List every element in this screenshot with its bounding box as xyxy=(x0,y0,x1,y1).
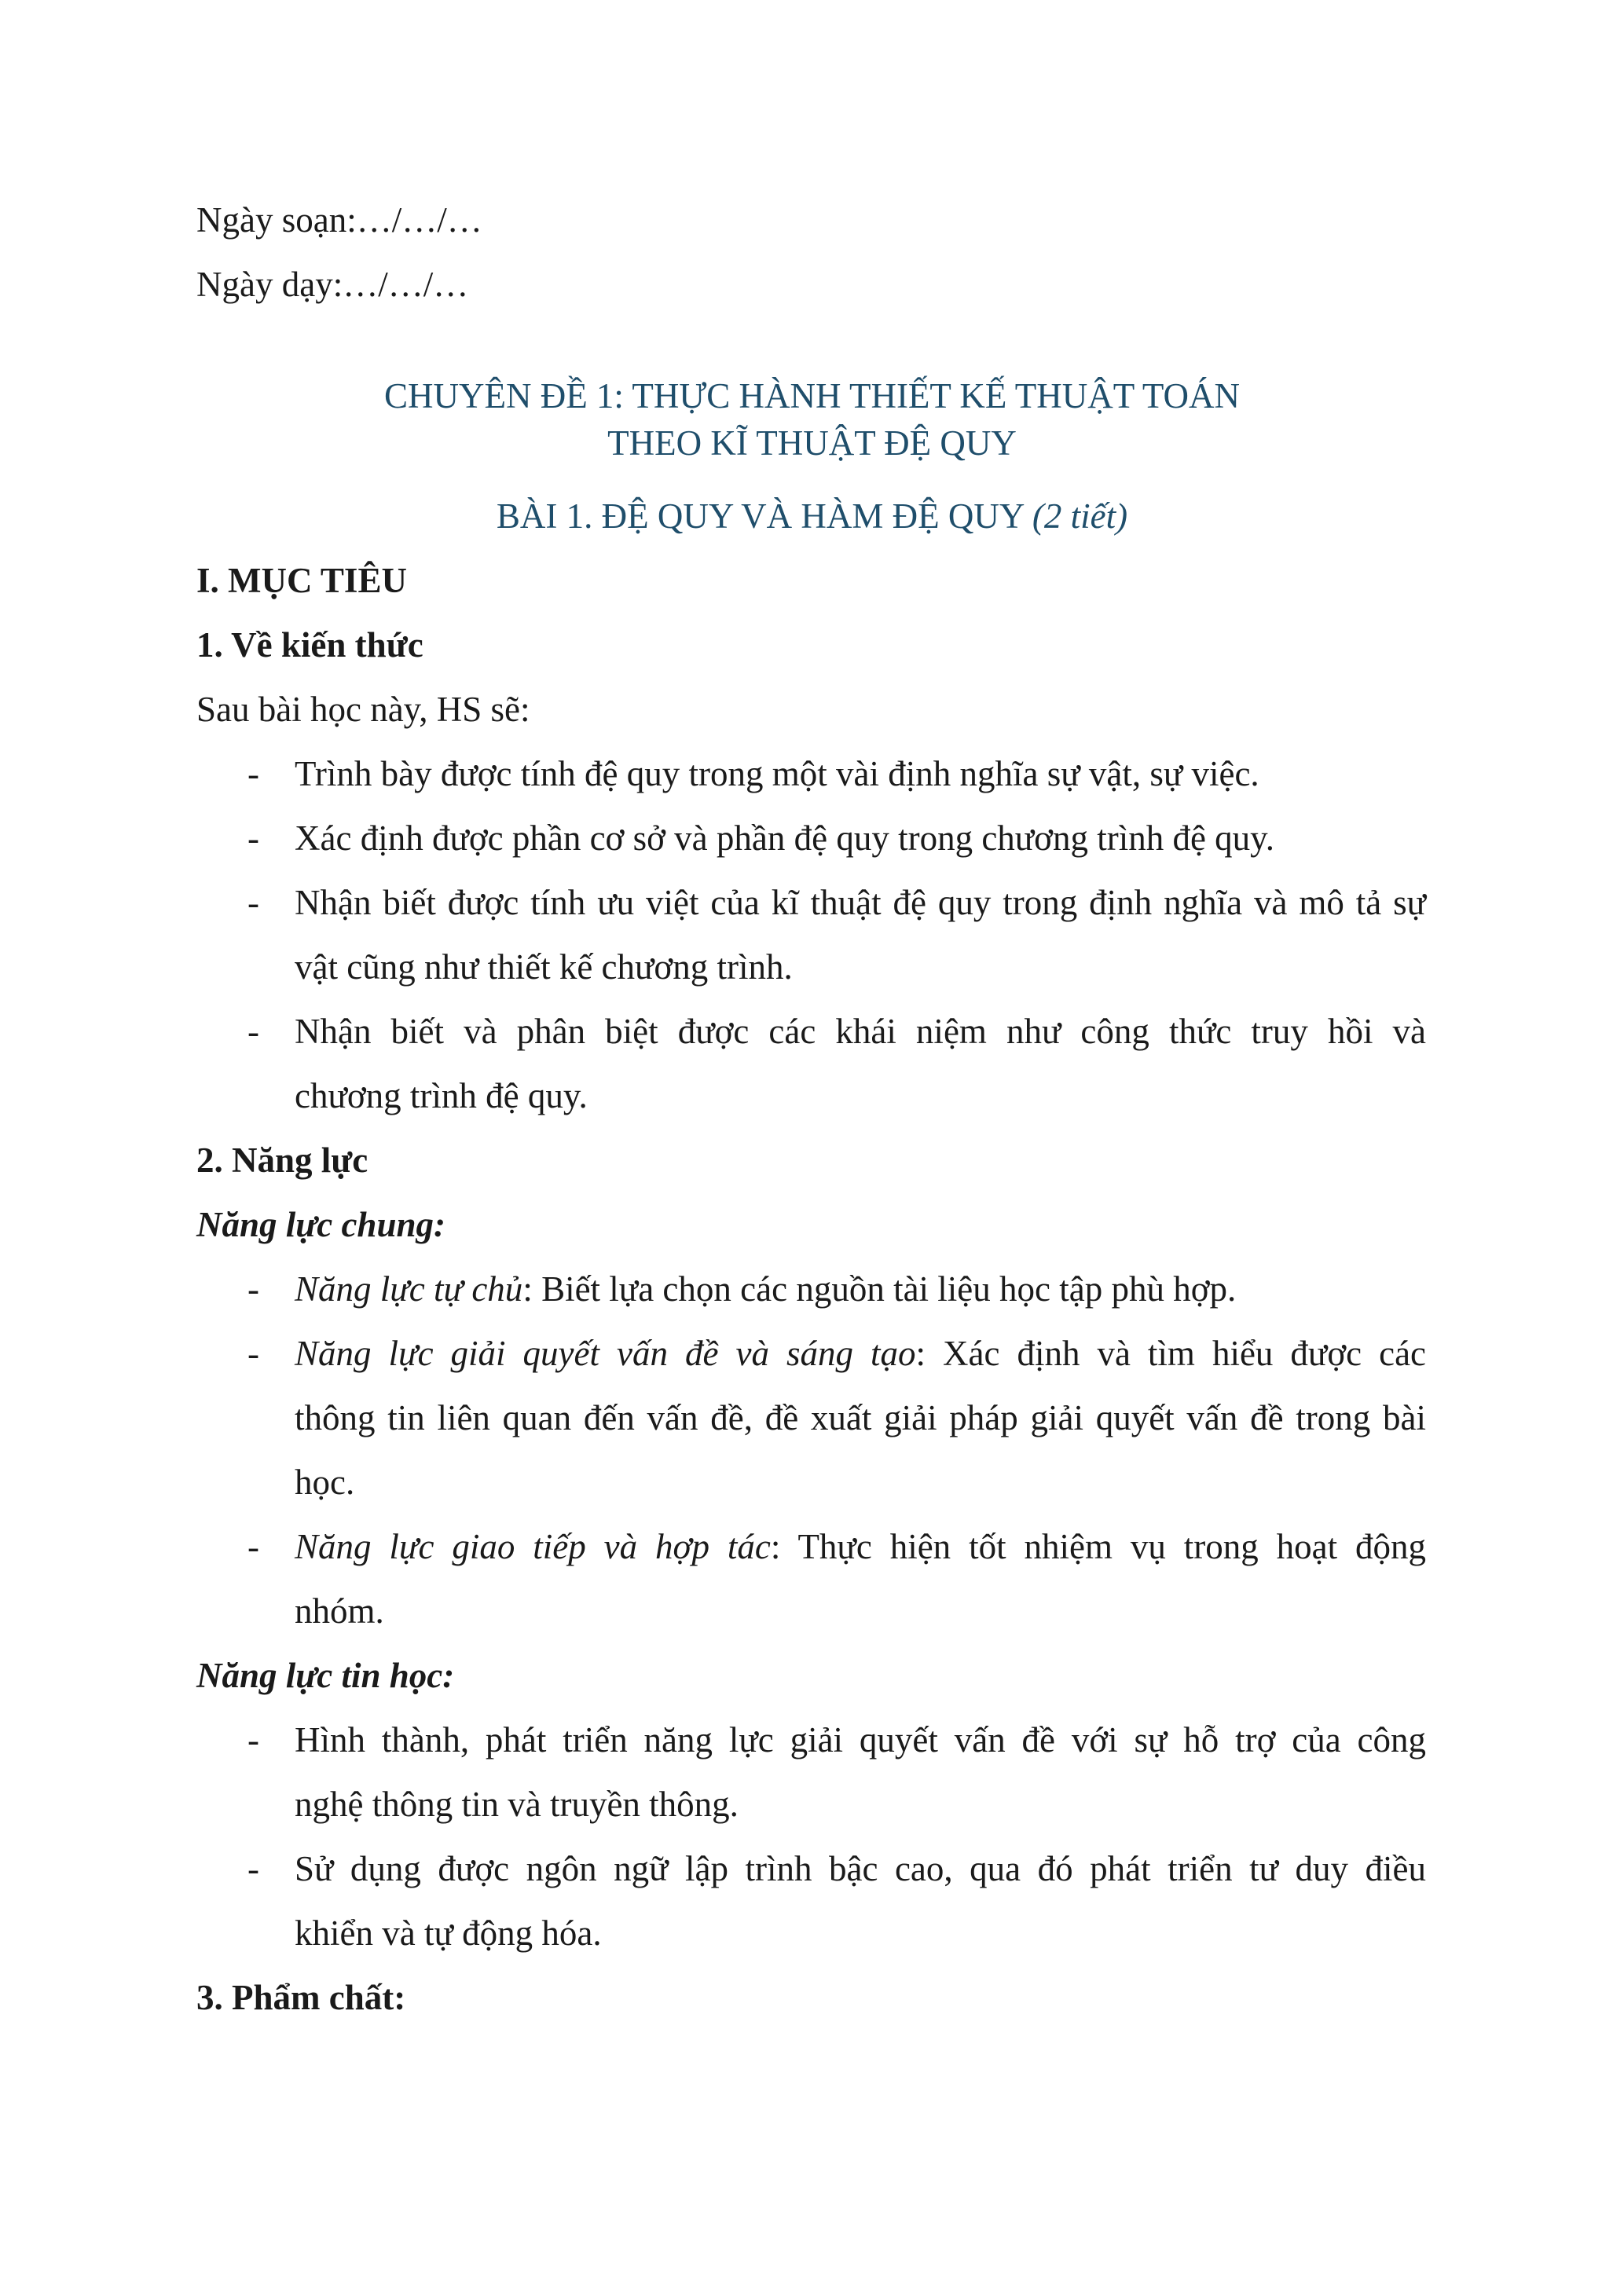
bullet-text: Sử dụng được ngôn ngữ lập trình bậc cao, qua đó phát triển tư duy điều xyxy=(295,1849,1426,1888)
bullet-text: Hình thành, phát triển năng lực giải quyết vấn đề với sự hỗ trợ của công xyxy=(295,1720,1426,1760)
bullet-text: Trình bày được tính đệ quy trong một vài định nghĩa sự vật, sự việc. xyxy=(295,754,1259,793)
subheading-kien-thuc: 1. Về kiến thức xyxy=(196,625,423,665)
lesson-title xyxy=(0,496,1624,536)
bullet-text-cont: nghệ thông tin và truyền thông. xyxy=(295,1785,739,1824)
competency-label: Năng lực giải quyết vấn đề và sáng tạo xyxy=(295,1334,916,1373)
dash-bullet: - xyxy=(247,1012,259,1051)
dash-bullet: - xyxy=(247,1334,259,1373)
lesson-duration: (2 tiết) xyxy=(1032,496,1128,536)
subheading-pham-chat: 3. Phẩm chất: xyxy=(196,1978,406,2017)
dash-bullet: - xyxy=(247,1720,259,1760)
dash-bullet: - xyxy=(247,1269,259,1309)
subheading-nang-luc: 2. Năng lực xyxy=(196,1141,368,1180)
subheading-nang-luc-chung: Năng lực chung: xyxy=(196,1205,445,1244)
bullet-text-cont: học. xyxy=(295,1463,355,1502)
bullet-text-cont: thông tin liên quan đến vấn đề, đề xuất giải pháp giải quyết vấn đề trong bài xyxy=(295,1398,1426,1437)
chapter-title-line1: CHUYÊN ĐỀ 1: THỰC HÀNH THIẾT KẾ THUẬT TOÁN xyxy=(383,376,1241,416)
intro-text: Sau bài học này, HS sẽ: xyxy=(196,690,530,729)
competency-desc: : Thực hiện tốt nhiệm vụ trong hoạt động xyxy=(770,1527,1426,1566)
competency-label: Năng lực giao tiếp và hợp tác xyxy=(295,1527,771,1566)
competency-desc: : Xác định và tìm hiểu được các xyxy=(915,1334,1427,1373)
lesson-title-text: BÀI 1. ĐỆ QUY VÀ HÀM ĐỆ QUY xyxy=(496,496,1024,536)
bullet-text: Xác định được phần cơ sở và phần đệ quy trong chương trình đệ quy. xyxy=(295,818,1275,858)
bullet-text-cont: nhóm. xyxy=(295,1591,384,1631)
bullet-text-cont: khiển và tự động hóa. xyxy=(295,1913,602,1953)
dash-bullet: - xyxy=(247,1849,259,1888)
chapter-title-line2: THEO KĨ THUẬT ĐỆ QUY xyxy=(607,423,1017,463)
dash-bullet: - xyxy=(247,883,259,922)
subheading-nang-luc-tin-hoc: Năng lực tin học: xyxy=(196,1656,455,1695)
section-heading-muc-tieu: I. MỤC TIÊU xyxy=(196,561,407,600)
bullet-text-cont: chương trình đệ quy. xyxy=(295,1076,588,1115)
competency-label: Năng lực tự chủ xyxy=(295,1269,523,1309)
ngay-day: Ngày dạy:…/…/… xyxy=(196,265,469,304)
dash-bullet: - xyxy=(247,818,259,858)
dash-bullet: - xyxy=(247,1527,259,1566)
bullet-text: Nhận biết và phân biệt được các khái niệm như công thức truy hồi và xyxy=(295,1012,1426,1051)
bullet-text: Nhận biết được tính ưu việt của kĩ thuật đệ quy trong định nghĩa và mô tả sự xyxy=(295,883,1426,922)
competency-desc: : Biết lựa chọn các nguồn tài liệu học tập phù hợp. xyxy=(522,1269,1237,1309)
ngay-soan: Ngày soạn:…/…/… xyxy=(196,200,482,240)
bullet-text-cont: vật cũng như thiết kế chương trình. xyxy=(295,947,793,987)
dash-bullet: - xyxy=(247,754,259,793)
